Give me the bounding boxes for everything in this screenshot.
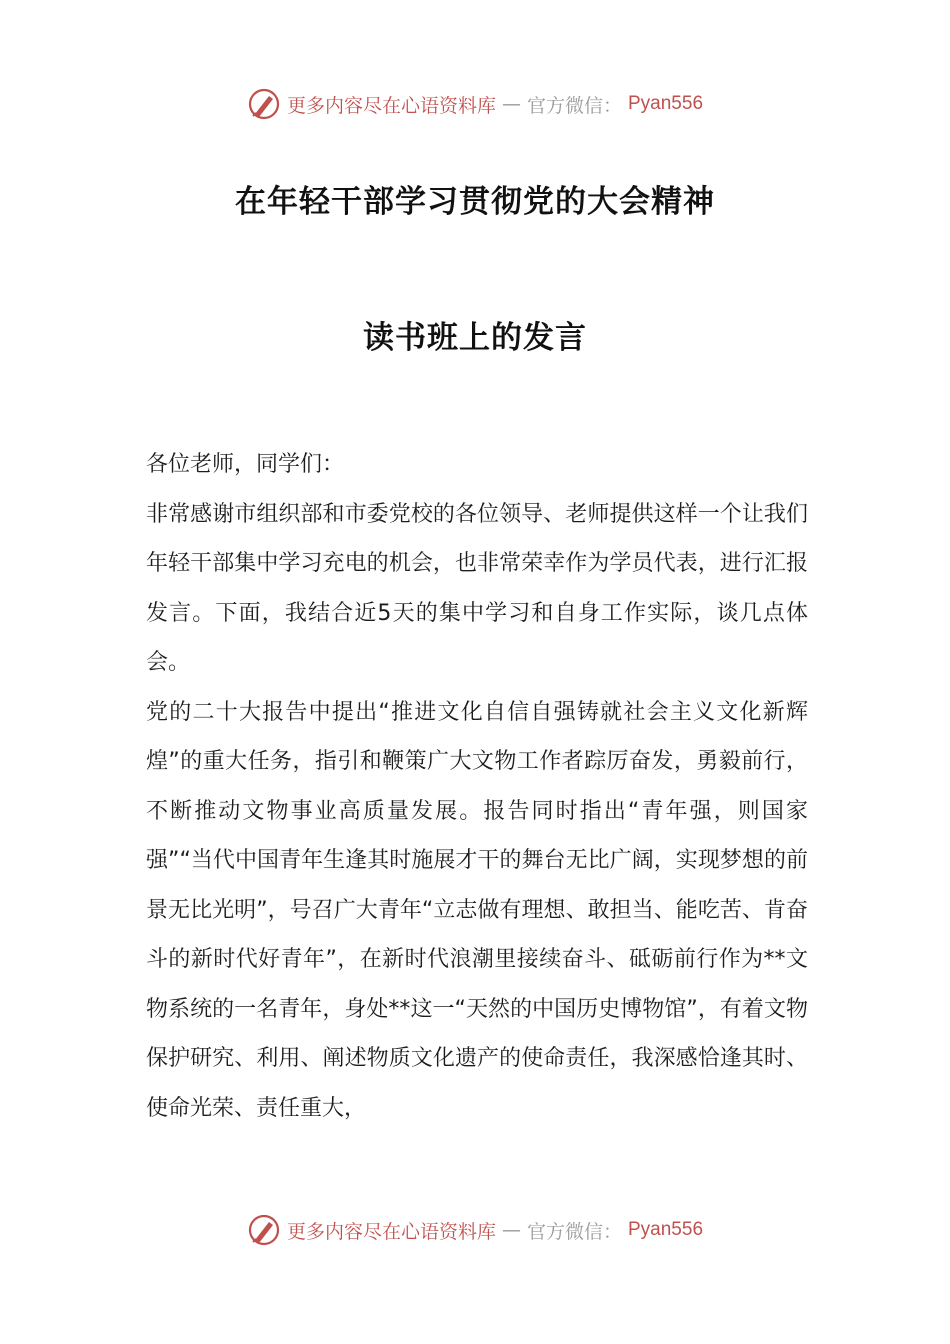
- watermark-dash: —: [501, 1219, 521, 1241]
- watermark-wechat-id: Pyan556: [628, 1219, 704, 1240]
- watermark-main-text: 更多内容尽在心语资料库: [286, 94, 496, 117]
- body-paragraph: 党的二十大报告中提出“推进文化自信自强铸就社会主义文化新辉煌”的重大任务，指引和鞭策广大文物工作者踪厉奋发，勇毅前行，不断推动文物事业高质量发展。报告同时指出“青年强，则国家强”“当代中国青年生逢其时施展才干的舞台无比广阔，实现梦想的前景无比光明”，号召广大青年“立志做有理想、敢担当、能吃苦、肯奋斗的新时代好青年”，在新时代浪潮里接续奋斗、砥砺前行作为**文物系统的一名青年，身处**这一“天然的中国历史博物馆”，有着文物保护研究、利用、阐述物质文化遗产的使命责任，我深感恰逢其时、使命光荣、责任重大，: [146, 699, 808, 1121]
- pen-logo-icon: [247, 1213, 281, 1247]
- body-paragraph: 非常感谢市组织部和市委党校的各位领导、老师提供这样一个让我们年轻干部集中学习充电的机会，也非常荣幸作为学员代表，进行汇报发言。下面，我结合近5天的集中学习和自身工作实际，谈几点体会。: [146, 501, 808, 675]
- watermark-main-text: 更多内容尽在心语资料库: [286, 1220, 496, 1243]
- document-body: [146, 440, 808, 1133]
- salutation-paragraph: 各位老师，同学们：: [146, 452, 345, 477]
- header-watermark: [0, 84, 950, 124]
- document-title-line1: 在年轻干部学习贯彻党的大会精神: [235, 184, 715, 220]
- footer-watermark: [0, 1210, 950, 1250]
- pen-logo-icon: [247, 87, 281, 121]
- document-title-line2: 读书班上的发言: [363, 320, 587, 356]
- watermark-wechat-id: Pyan556: [628, 93, 704, 114]
- watermark-sub-text: 官方微信：: [526, 1220, 622, 1243]
- watermark-dash: —: [501, 93, 521, 115]
- watermark-sub-text: 官方微信：: [526, 94, 622, 117]
